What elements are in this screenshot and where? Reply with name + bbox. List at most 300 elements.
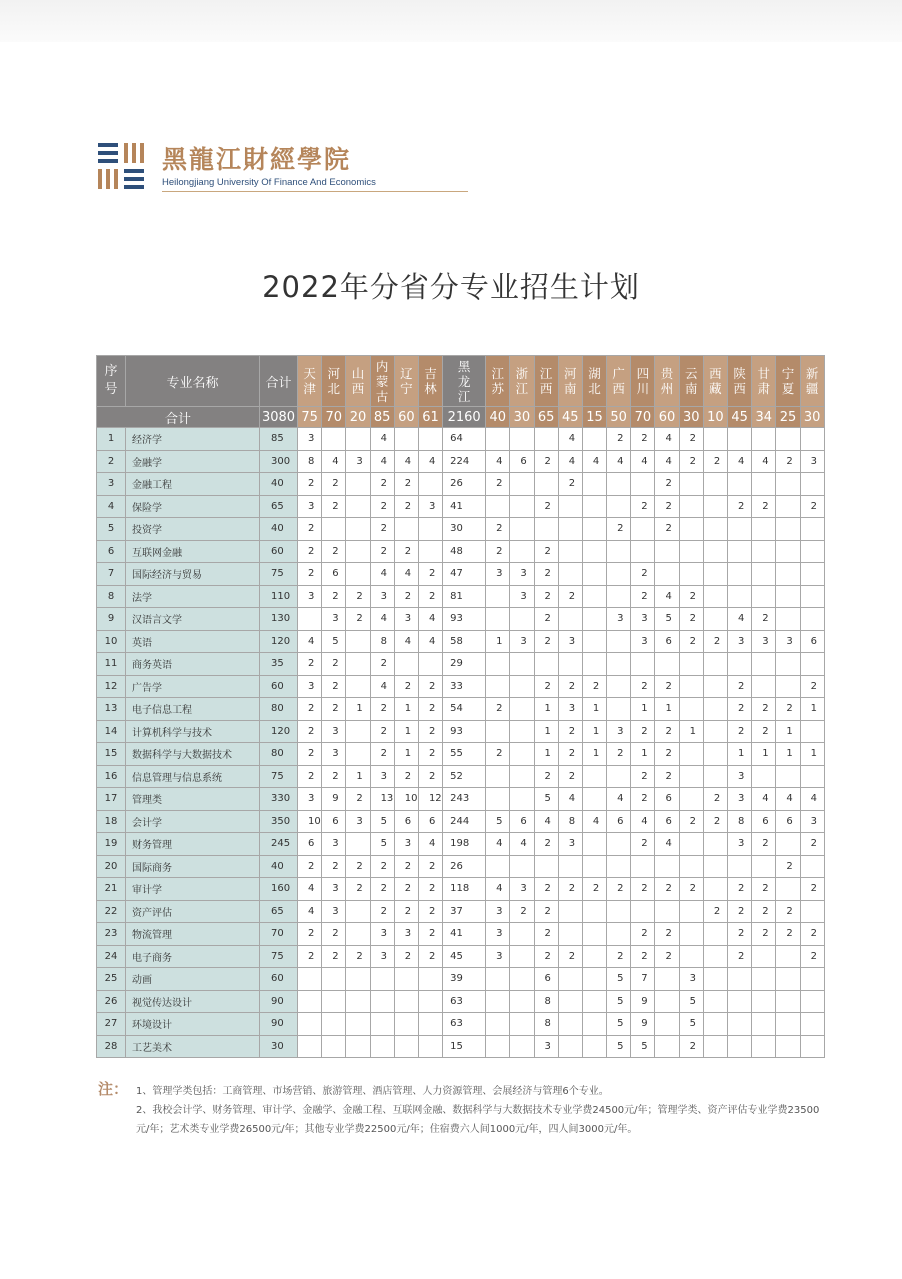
header-province <box>370 356 394 407</box>
major-name: 管理类 <box>126 788 260 811</box>
quota-cell <box>752 675 776 698</box>
quota-cell: 2 <box>370 518 394 541</box>
quota-cell: 2 <box>655 720 679 743</box>
quota-cell: 4 <box>558 788 582 811</box>
table-row <box>97 518 825 541</box>
quota-cell: 2 <box>631 675 655 698</box>
quota-cell: 5 <box>607 990 631 1013</box>
province-total: 30 <box>800 407 824 428</box>
quota-cell: 3 <box>800 450 824 473</box>
row-index: 25 <box>97 968 126 991</box>
quota-cell: 1 <box>582 698 606 721</box>
quota-cell: 2 <box>631 585 655 608</box>
quota-cell <box>752 968 776 991</box>
quota-cell: 1 <box>631 698 655 721</box>
quota-cell <box>418 518 442 541</box>
quota-cell <box>322 968 346 991</box>
quota-cell <box>486 428 510 451</box>
quota-cell: 6 <box>394 810 418 833</box>
header-province <box>631 356 655 407</box>
row-index: 1 <box>97 428 126 451</box>
quota-cell <box>679 923 703 946</box>
quota-cell: 2 <box>728 698 752 721</box>
quota-cell <box>582 563 606 586</box>
major-name: 电子信息工程 <box>126 698 260 721</box>
quota-cell: 2 <box>394 675 418 698</box>
quota-cell: 2 <box>486 473 510 496</box>
quota-cell: 4 <box>510 833 534 856</box>
quota-cell: 3 <box>679 968 703 991</box>
quota-cell: 2 <box>370 495 394 518</box>
quota-cell: 4 <box>370 563 394 586</box>
quota-cell: 4 <box>728 450 752 473</box>
quota-cell <box>655 653 679 676</box>
quota-cell: 3 <box>558 698 582 721</box>
quota-cell: 2 <box>776 855 800 878</box>
quota-cell <box>728 540 752 563</box>
quota-cell <box>394 428 418 451</box>
province-label: 吉林 <box>424 366 437 396</box>
quota-cell <box>510 990 534 1013</box>
quota-cell <box>582 608 606 631</box>
quota-cell <box>776 473 800 496</box>
quota-cell: 2 <box>728 945 752 968</box>
row-index: 10 <box>97 630 126 653</box>
province-label: 浙江 <box>515 366 529 396</box>
major-name: 视觉传达设计 <box>126 990 260 1013</box>
quota-cell: 2 <box>534 540 558 563</box>
quota-cell: 26 <box>443 473 486 496</box>
quota-cell: 2 <box>298 945 322 968</box>
province-total: 75 <box>298 407 322 428</box>
quota-cell: 2 <box>346 608 370 631</box>
table-row <box>97 878 825 901</box>
quota-cell: 6 <box>322 563 346 586</box>
quota-cell: 52 <box>443 765 486 788</box>
quota-cell: 2 <box>679 878 703 901</box>
quota-cell: 2 <box>752 720 776 743</box>
quota-cell: 2 <box>607 743 631 766</box>
quota-cell <box>298 968 322 991</box>
quota-cell: 2 <box>631 563 655 586</box>
quota-cell: 3 <box>510 630 534 653</box>
quota-cell: 7 <box>631 968 655 991</box>
quota-cell <box>607 585 631 608</box>
quota-cell: 2 <box>534 923 558 946</box>
row-index: 16 <box>97 765 126 788</box>
quota-cell <box>703 585 727 608</box>
quota-cell <box>631 518 655 541</box>
quota-cell <box>679 945 703 968</box>
quota-cell: 58 <box>443 630 486 653</box>
quota-cell <box>800 608 824 631</box>
table-row <box>97 585 825 608</box>
row-index: 13 <box>97 698 126 721</box>
quota-cell <box>534 473 558 496</box>
quota-cell <box>728 518 752 541</box>
quota-cell: 4 <box>370 675 394 698</box>
quota-cell: 6 <box>510 450 534 473</box>
quota-cell: 8 <box>534 990 558 1013</box>
major-name: 国际经济与贸易 <box>126 563 260 586</box>
quota-cell: 2 <box>322 698 346 721</box>
major-total: 60 <box>260 675 298 698</box>
quota-cell: 47 <box>443 563 486 586</box>
province-label: 江西 <box>539 366 553 396</box>
quota-cell: 6 <box>607 810 631 833</box>
quota-cell <box>800 518 824 541</box>
quota-cell <box>582 473 606 496</box>
province-label: 贵州 <box>660 366 674 396</box>
quota-cell <box>776 1013 800 1036</box>
quota-cell <box>679 563 703 586</box>
quota-cell: 2 <box>418 878 442 901</box>
quota-cell: 9 <box>631 1013 655 1036</box>
quota-cell: 3 <box>370 945 394 968</box>
quota-cell: 3 <box>631 630 655 653</box>
province-label: 陕西 <box>733 366 746 396</box>
quota-cell <box>582 788 606 811</box>
quota-cell: 5 <box>655 608 679 631</box>
quota-cell <box>776 608 800 631</box>
quota-cell: 2 <box>558 945 582 968</box>
quota-cell <box>703 990 727 1013</box>
quota-cell: 2 <box>370 698 394 721</box>
quota-cell: 2 <box>534 833 558 856</box>
province-total: 20 <box>346 407 370 428</box>
logo-divider <box>162 191 468 192</box>
major-total: 40 <box>260 518 298 541</box>
quota-cell <box>582 945 606 968</box>
quota-cell <box>800 653 824 676</box>
quota-cell <box>558 495 582 518</box>
quota-cell <box>728 585 752 608</box>
header-province <box>486 356 510 407</box>
quota-cell <box>679 653 703 676</box>
major-total: 35 <box>260 653 298 676</box>
quota-cell: 2 <box>703 630 727 653</box>
quota-cell <box>394 968 418 991</box>
quota-cell <box>418 428 442 451</box>
major-total: 130 <box>260 608 298 631</box>
province-label: 河北 <box>327 366 341 396</box>
major-name: 计算机科学与技术 <box>126 720 260 743</box>
quota-cell: 4 <box>298 900 322 923</box>
quota-cell <box>752 563 776 586</box>
quota-cell: 2 <box>298 765 322 788</box>
row-index: 18 <box>97 810 126 833</box>
quota-cell <box>679 855 703 878</box>
quota-cell <box>346 495 370 518</box>
quota-cell: 2 <box>534 878 558 901</box>
row-index: 27 <box>97 1013 126 1036</box>
quota-cell: 4 <box>322 450 346 473</box>
quota-cell <box>322 428 346 451</box>
note-line-2: 2、我校会计学、财务管理、审计学、金融学、金融工程、互联网金融、数据科学与大数据技术专业学费24500元/年；管理学类、资产评估专业学费23500元/年；艺术类专业学费26500元/年；其他专业学费22500元/年；住宿费六人间1000元/年，四人间3000元/年。 <box>136 1105 820 1135</box>
quota-cell: 3 <box>394 923 418 946</box>
quota-cell <box>800 428 824 451</box>
quota-cell: 3 <box>728 765 752 788</box>
row-index: 2 <box>97 450 126 473</box>
quota-cell: 4 <box>370 428 394 451</box>
quota-cell: 2 <box>655 878 679 901</box>
quota-cell: 2 <box>510 900 534 923</box>
major-total: 30 <box>260 1035 298 1058</box>
quota-cell: 30 <box>443 518 486 541</box>
quota-cell: 5 <box>607 1013 631 1036</box>
quota-cell: 13 <box>370 788 394 811</box>
quota-cell <box>703 923 727 946</box>
quota-cell <box>752 855 776 878</box>
quota-cell <box>703 1035 727 1058</box>
quota-cell: 6 <box>322 810 346 833</box>
quota-cell: 3 <box>394 833 418 856</box>
row-index: 23 <box>97 923 126 946</box>
province-label: 云南 <box>684 366 698 396</box>
quota-cell: 2 <box>558 720 582 743</box>
quota-cell <box>703 698 727 721</box>
quota-cell <box>703 945 727 968</box>
quota-cell: 5 <box>322 630 346 653</box>
quota-cell <box>486 990 510 1013</box>
quota-cell: 3 <box>322 900 346 923</box>
quota-cell: 4 <box>728 608 752 631</box>
quota-cell <box>486 855 510 878</box>
quota-cell: 1 <box>752 743 776 766</box>
school-logo <box>98 140 388 195</box>
quota-cell: 2 <box>607 945 631 968</box>
quota-cell <box>800 540 824 563</box>
quota-cell: 1 <box>346 765 370 788</box>
province-total: 25 <box>776 407 800 428</box>
header-province <box>558 356 582 407</box>
quota-cell <box>582 1035 606 1058</box>
quota-cell: 2 <box>418 765 442 788</box>
header-province <box>582 356 606 407</box>
quota-cell: 5 <box>607 968 631 991</box>
quota-cell <box>582 540 606 563</box>
quota-cell: 3 <box>346 810 370 833</box>
quota-cell: 2 <box>703 900 727 923</box>
quota-cell: 2 <box>298 473 322 496</box>
major-total: 110 <box>260 585 298 608</box>
quota-cell <box>370 1013 394 1036</box>
quota-cell: 2 <box>728 878 752 901</box>
quota-cell: 2 <box>418 945 442 968</box>
quota-cell <box>346 473 370 496</box>
major-total: 120 <box>260 720 298 743</box>
quota-cell <box>752 765 776 788</box>
quota-cell: 2 <box>298 743 322 766</box>
major-total: 40 <box>260 855 298 878</box>
quota-cell: 1 <box>486 630 510 653</box>
quota-cell: 4 <box>370 608 394 631</box>
quota-cell <box>728 855 752 878</box>
quota-cell: 3 <box>370 765 394 788</box>
quota-cell <box>582 833 606 856</box>
header-province <box>534 356 558 407</box>
page-title: 2022年分省分专业招生计划 <box>262 270 640 304</box>
quota-cell: 2 <box>607 428 631 451</box>
quota-cell <box>776 585 800 608</box>
quota-cell <box>607 473 631 496</box>
quota-cell <box>418 990 442 1013</box>
quota-cell <box>752 473 776 496</box>
quota-cell: 2 <box>558 473 582 496</box>
header-province <box>607 356 631 407</box>
quota-cell <box>800 765 824 788</box>
quota-cell: 63 <box>443 1013 486 1036</box>
row-index: 26 <box>97 990 126 1013</box>
quota-cell <box>510 473 534 496</box>
quota-cell <box>607 495 631 518</box>
row-index: 5 <box>97 518 126 541</box>
row-index: 15 <box>97 743 126 766</box>
province-total: 61 <box>418 407 442 428</box>
row-index: 14 <box>97 720 126 743</box>
quota-cell <box>631 855 655 878</box>
quota-cell: 3 <box>800 810 824 833</box>
quota-cell <box>679 698 703 721</box>
quota-cell <box>679 743 703 766</box>
school-emblem-icon <box>98 143 148 191</box>
quota-cell: 2 <box>534 608 558 631</box>
quota-cell <box>418 653 442 676</box>
table-row <box>97 1013 825 1036</box>
quota-cell <box>582 855 606 878</box>
quota-cell <box>800 563 824 586</box>
province-label: 江苏 <box>491 366 504 396</box>
major-name: 投资学 <box>126 518 260 541</box>
province-total: 60 <box>655 407 679 428</box>
quota-cell: 1 <box>534 698 558 721</box>
quota-cell: 5 <box>370 833 394 856</box>
quota-cell <box>703 608 727 631</box>
quota-cell: 3 <box>298 495 322 518</box>
major-total: 160 <box>260 878 298 901</box>
quota-cell <box>776 878 800 901</box>
quota-cell: 2 <box>298 518 322 541</box>
quota-cell <box>607 698 631 721</box>
quota-cell <box>703 563 727 586</box>
quota-cell <box>582 990 606 1013</box>
quota-cell <box>703 428 727 451</box>
quota-cell: 2 <box>728 675 752 698</box>
quota-cell <box>703 540 727 563</box>
quota-cell: 2 <box>655 743 679 766</box>
quota-cell: 2 <box>679 585 703 608</box>
table-total-row <box>97 407 825 428</box>
quota-cell <box>752 1013 776 1036</box>
quota-cell <box>510 540 534 563</box>
quota-cell <box>534 653 558 676</box>
quota-cell: 12 <box>418 788 442 811</box>
major-total: 65 <box>260 495 298 518</box>
quota-cell: 6 <box>655 630 679 653</box>
quota-cell: 2 <box>394 900 418 923</box>
quota-cell: 198 <box>443 833 486 856</box>
quota-cell: 2 <box>394 765 418 788</box>
quota-cell: 2 <box>418 720 442 743</box>
row-index: 19 <box>97 833 126 856</box>
quota-cell: 2 <box>582 878 606 901</box>
quota-cell: 2 <box>298 923 322 946</box>
quota-cell <box>800 473 824 496</box>
major-total: 60 <box>260 968 298 991</box>
quota-cell <box>800 900 824 923</box>
major-total: 80 <box>260 698 298 721</box>
quota-cell: 4 <box>486 450 510 473</box>
major-total: 75 <box>260 945 298 968</box>
table-row <box>97 945 825 968</box>
major-name: 金融工程 <box>126 473 260 496</box>
row-index: 12 <box>97 675 126 698</box>
notes-section <box>98 1082 828 1139</box>
quota-cell <box>558 900 582 923</box>
quota-cell: 3 <box>510 585 534 608</box>
quota-cell: 2 <box>752 833 776 856</box>
header-province <box>800 356 824 407</box>
quota-cell: 6 <box>534 968 558 991</box>
quota-cell: 2 <box>370 900 394 923</box>
quota-cell: 2 <box>776 900 800 923</box>
quota-cell: 1 <box>394 698 418 721</box>
quota-cell: 33 <box>443 675 486 698</box>
quota-cell <box>655 1013 679 1036</box>
quota-cell: 1 <box>534 743 558 766</box>
quota-cell: 4 <box>370 450 394 473</box>
quota-cell: 2 <box>534 563 558 586</box>
header-province <box>703 356 727 407</box>
quota-cell: 3 <box>607 720 631 743</box>
row-index: 24 <box>97 945 126 968</box>
header-province <box>752 356 776 407</box>
quota-cell <box>655 1035 679 1058</box>
quota-cell: 55 <box>443 743 486 766</box>
quota-cell <box>703 653 727 676</box>
quota-cell: 3 <box>776 630 800 653</box>
quota-cell: 2 <box>394 878 418 901</box>
quota-cell: 2 <box>582 675 606 698</box>
quota-cell: 4 <box>558 428 582 451</box>
school-name-cn: 黑龍江財經學院 <box>162 145 352 174</box>
quota-cell <box>703 1013 727 1036</box>
province-total: 30 <box>679 407 703 428</box>
quota-cell: 2 <box>679 428 703 451</box>
quota-cell <box>346 720 370 743</box>
quota-cell <box>510 608 534 631</box>
row-index: 20 <box>97 855 126 878</box>
quota-cell <box>486 1013 510 1036</box>
quota-cell: 1 <box>582 743 606 766</box>
major-name: 保险学 <box>126 495 260 518</box>
province-label: 黑龙江 <box>457 358 471 404</box>
quota-cell: 3 <box>346 450 370 473</box>
quota-cell: 2 <box>679 630 703 653</box>
major-total: 120 <box>260 630 298 653</box>
quota-cell <box>510 765 534 788</box>
quota-cell: 3 <box>558 630 582 653</box>
quota-cell: 2 <box>631 428 655 451</box>
province-total: 15 <box>582 407 606 428</box>
quota-cell: 1 <box>394 720 418 743</box>
quota-cell <box>418 1035 442 1058</box>
quota-cell <box>728 968 752 991</box>
quota-cell: 29 <box>443 653 486 676</box>
quota-cell: 2 <box>394 945 418 968</box>
quota-cell: 3 <box>728 788 752 811</box>
quota-cell: 2 <box>370 720 394 743</box>
